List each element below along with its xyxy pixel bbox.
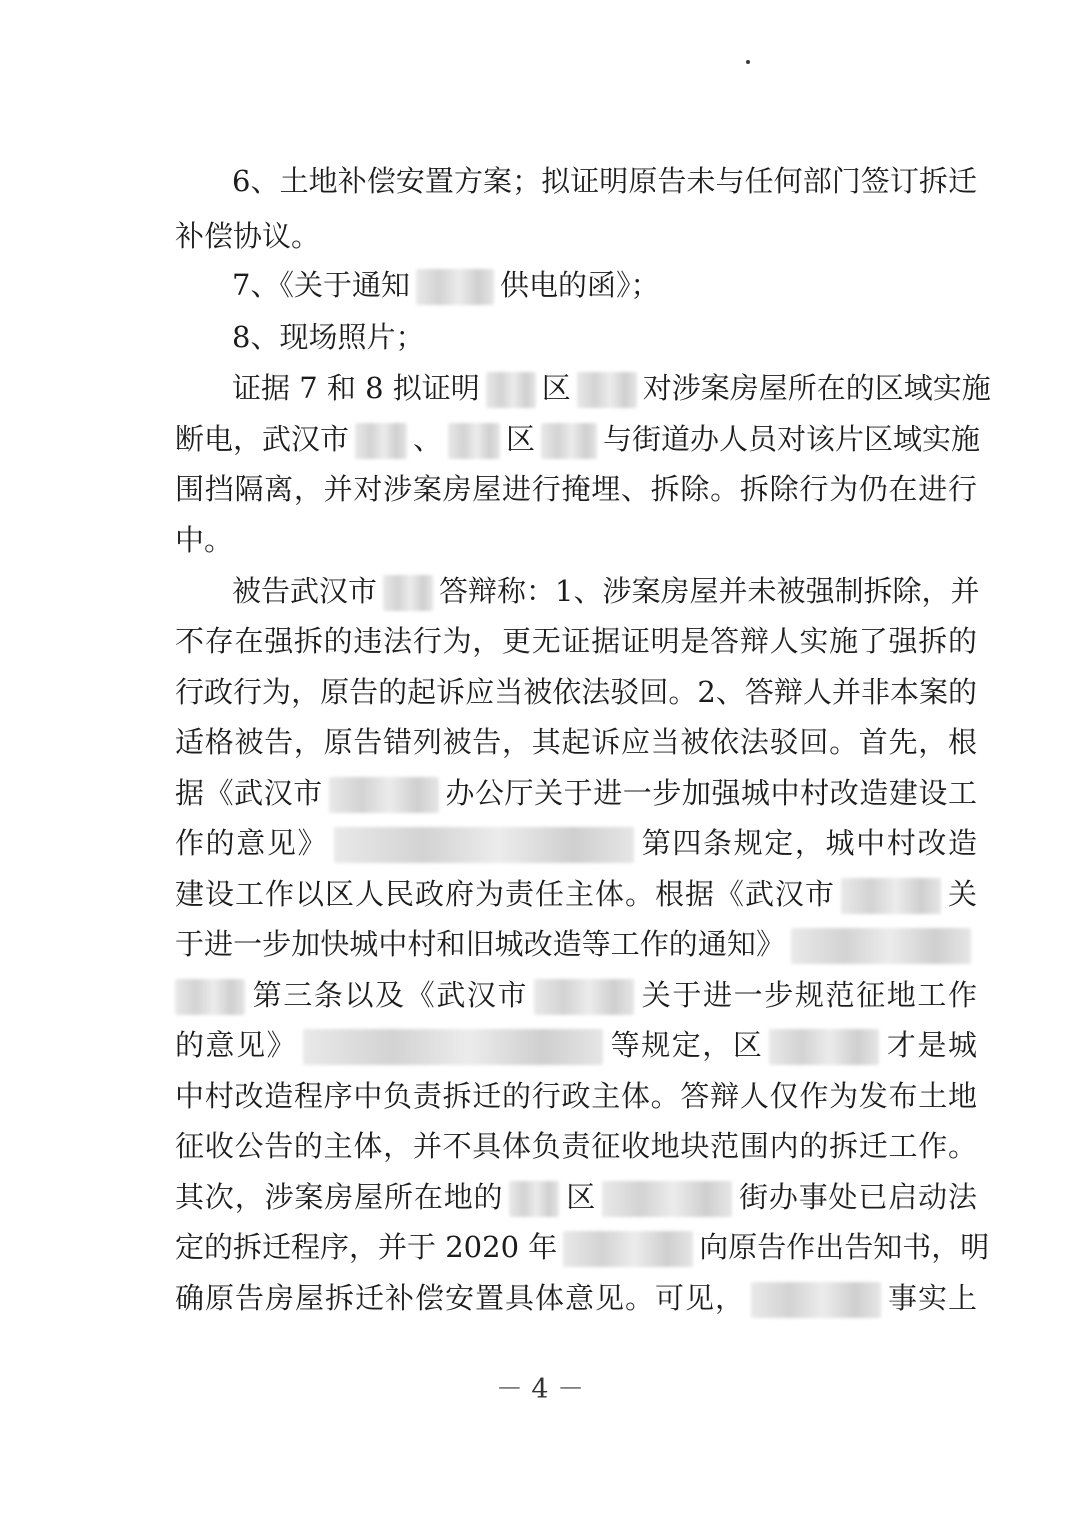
defense-text: 据《武汉市	[175, 776, 323, 810]
defense-text: 答辩称：1、涉案房屋并未被强制拆除，并	[439, 574, 980, 608]
defense-text: 被告武汉市	[232, 574, 378, 608]
defense-text: 适格被告，原告错列被告，其起诉应当被依法驳回。首先，根	[175, 725, 977, 759]
redaction-block	[577, 372, 637, 408]
item-7-text-b: 供电的函》；	[499, 268, 660, 302]
redaction-block	[841, 878, 941, 914]
scan-speck	[746, 60, 750, 64]
evidence-line-3	[175, 463, 977, 515]
defense-line-3	[175, 666, 977, 718]
redaction-block	[769, 1029, 879, 1065]
evidence-text: 区	[541, 371, 571, 405]
redaction-block	[751, 1282, 881, 1318]
item-8-text: 8、现场照片；	[232, 320, 425, 354]
defense-text: 的意见》	[175, 1028, 298, 1062]
item-6-line-1	[232, 155, 977, 207]
defense-line-8	[175, 918, 977, 970]
redaction-block	[416, 269, 494, 305]
defense-text: 事实上	[886, 1281, 977, 1315]
evidence-text: 证据 7 和 8 拟证明	[232, 371, 480, 405]
evidence-line-4	[175, 514, 233, 566]
defense-text: 关	[946, 877, 977, 911]
defense-text: 其次，涉案房屋所在地的	[175, 1180, 504, 1214]
redaction-block	[334, 827, 634, 863]
evidence-text: 与街道办人员对该片区域实施	[603, 422, 981, 456]
redaction-block	[383, 575, 433, 611]
item-6-text-1: 6、土地补偿安置方案；拟证明原告未与任何部门签订拆迁	[232, 164, 977, 198]
defense-text: 确原告房屋拆迁补偿安置具体意见。可见，	[175, 1281, 745, 1315]
item-7-line	[232, 259, 659, 311]
defense-text: 定的拆迁程序，并于 2020 年	[175, 1230, 558, 1264]
defense-line-13	[175, 1171, 977, 1223]
defense-text: 建设工作以区人民政府为责任主体。根据《武汉市	[175, 877, 835, 911]
redaction-block	[541, 423, 597, 459]
defense-line-9	[175, 969, 977, 1021]
defense-line-5	[175, 767, 977, 819]
item-6-line-2	[175, 210, 320, 262]
redaction-block	[355, 423, 407, 459]
item-8-line	[232, 311, 424, 363]
defense-text: 征收公告的主体，并不具体负责征收地块范围内的拆迁工作。	[175, 1129, 977, 1163]
defense-text: 中村改造程序中负责拆迁的行政主体。答辩人仅作为发布土地	[175, 1079, 977, 1113]
defense-line-12	[175, 1120, 977, 1172]
defense-text: 向原告作出告知书，明	[699, 1230, 990, 1264]
redaction-block	[486, 372, 536, 408]
redaction-block	[303, 1029, 603, 1065]
item-6-text-2: 补偿协议。	[175, 219, 321, 253]
redaction-block	[329, 777, 439, 813]
evidence-text: 区	[506, 422, 536, 456]
defense-text: 街办事处已启动法	[738, 1180, 977, 1214]
redaction-block	[509, 1181, 559, 1217]
evidence-text: 断电，武汉市	[175, 422, 350, 456]
defense-text: 不存在强拆的违法行为，更无证据证明是答辩人实施了强拆的	[175, 624, 977, 658]
evidence-line-1	[232, 362, 991, 414]
redaction-block	[602, 1181, 732, 1217]
defense-text: 等规定，区	[609, 1028, 764, 1062]
redaction-block	[563, 1231, 693, 1267]
defense-text: 作的意见》	[175, 826, 329, 860]
evidence-text: 围挡隔离，并对涉案房屋进行掩埋、拆除。拆除行为仍在进行	[175, 472, 977, 506]
item-7-text-a: 7、《关于通知	[232, 268, 410, 302]
defense-line-14	[175, 1221, 990, 1273]
evidence-text: 中。	[175, 523, 234, 557]
page-number: － 4 －	[495, 1374, 585, 1405]
defense-line-4	[175, 716, 977, 768]
defense-line-11	[175, 1070, 977, 1122]
redaction-block	[791, 928, 971, 964]
redaction-block	[448, 423, 500, 459]
evidence-line-2	[175, 413, 981, 465]
evidence-text: 对涉案房屋所在的区域实施	[642, 371, 991, 405]
defense-text: 区	[565, 1180, 597, 1214]
redaction-block	[175, 979, 245, 1015]
defense-text: 第三条以及《武汉市	[251, 978, 529, 1012]
defense-text: 于进一步加快城中村和旧城改造等工作的通知》	[175, 927, 785, 961]
defense-line-15	[175, 1272, 977, 1324]
defense-text: 行政行为，原告的起诉应当被依法驳回。2、答辩人并非本案的	[175, 675, 977, 709]
defense-text: 第四条规定，城中村改造	[640, 826, 977, 860]
evidence-text: 、	[413, 422, 443, 456]
defense-line-10	[175, 1019, 977, 1071]
redaction-block	[534, 979, 634, 1015]
defense-line-1	[232, 565, 980, 617]
defense-text: 办公厅关于进一步加强城中村改造建设工	[444, 776, 977, 810]
defense-text: 才是城	[885, 1028, 977, 1062]
defense-text: 关于进一步规范征地工作	[640, 978, 977, 1012]
defense-line-6	[175, 817, 977, 869]
defense-line-2	[175, 615, 977, 667]
defense-line-7	[175, 868, 977, 920]
